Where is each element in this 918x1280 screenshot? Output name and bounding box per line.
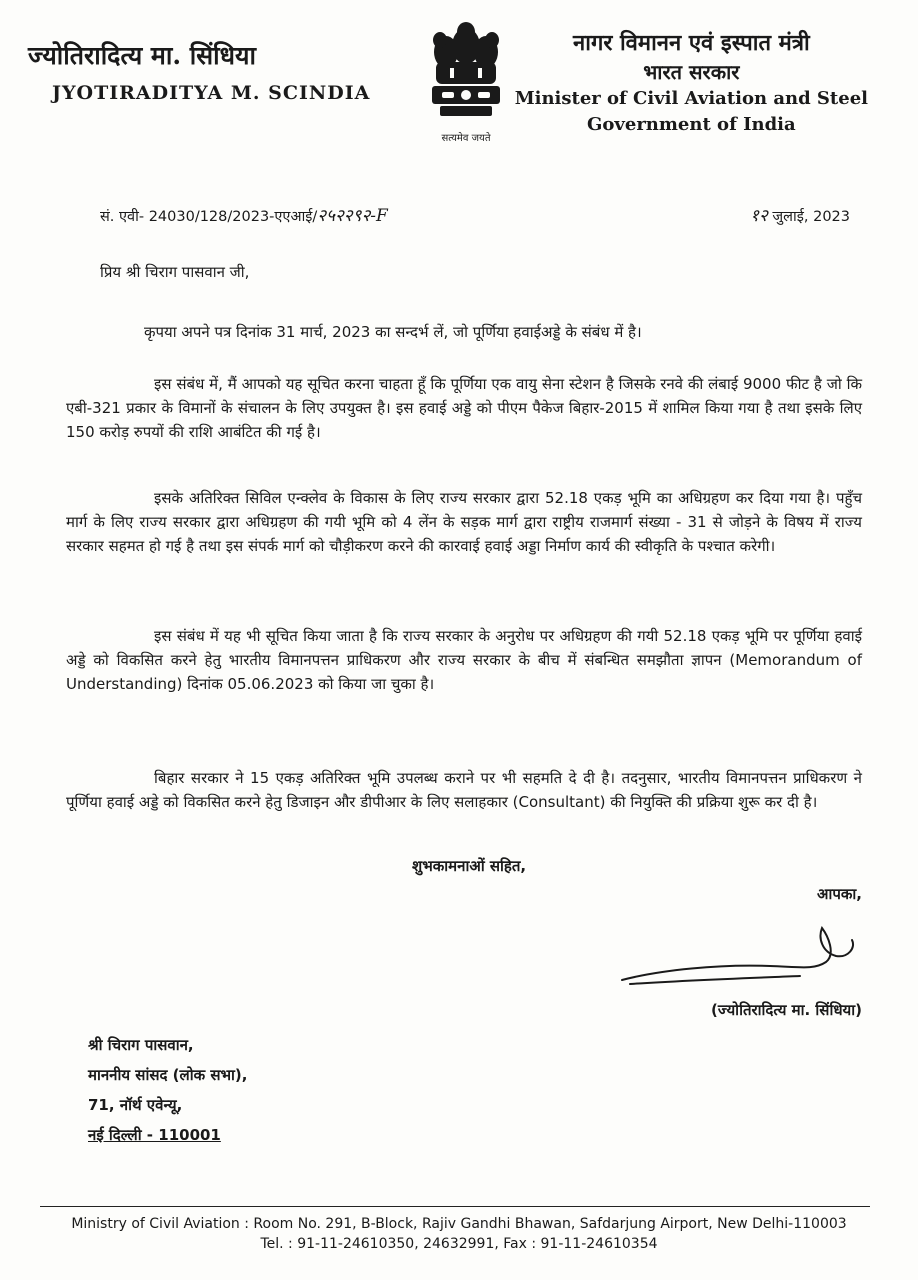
office-block	[515, 28, 868, 138]
government-english: Government of India	[587, 114, 796, 135]
sender-name-english: JYOTIRADITYA M. SCINDIA	[52, 82, 371, 104]
office-title-hindi: नागर विमानन एवं इस्पात मंत्री	[573, 30, 810, 56]
addressee-street: 71, नॉर्थ एवेन्यू,	[88, 1096, 183, 1114]
lion-capital-icon	[426, 18, 506, 128]
paragraph-3: इसके अतिरिक्त सिविल एन्क्लेव के विकास के लिए राज्य सरकार द्वारा 52.18 एकड़ भूमि का अधिग्रहण कर दिया गया है। पहुँच मार्ग के लिए राज्य सरकार द्वारा अधिग्रहण की गयी भूमि को 4 लेंन के सड़क मार्ग द्वारा राष्ट्रीय राजमार्ग संख्या - 31 से जोड़ने के विषय में राज्य सरकार सहमत हो गई है तथा इस संपर्क मार्ग को चौड़ीकरण करने की कारवाई हवाई अड्डा निर्माण कार्य की स्वीकृति के पश्चात करेगी।	[66, 489, 862, 555]
addressee-designation: माननीय सांसद (लोक सभा),	[88, 1066, 248, 1084]
date-day-handwritten: १२	[750, 206, 768, 226]
paragraph-2: इस संबंध में, मैं आपको यह सूचित करना चाहता हूँ कि पूर्णिया एक वायु सेना स्टेशन है जिसके रनवे की लंबाई 9000 फीट है जो कि एबी-321 प्रकार के विमानों के संचालन के लिए उपयुक्त है। इस हवाई अड्डे को पीएम पैकेज बिहार-2015 में शामिल किया गया है तथा इसके लिए 150 करोड़ रुपयों की राशि आबंटित की गई है।	[66, 375, 862, 441]
date-printed: जुलाई, 2023	[767, 209, 850, 225]
office-title-english: Minister of Civil Aviation and Steel	[514, 88, 868, 109]
signatory-name: (ज्योतिरादित्य मा. सिंधिया)	[711, 1001, 862, 1019]
yours-line: आपका,	[817, 885, 862, 903]
footer-contact: Tel. : 91-11-24610350, 24632991, Fax : 91-11-24610354	[260, 1236, 658, 1252]
footer-address: Ministry of Civil Aviation : Room No. 291, B-Block, Rajiv Gandhi Bhawan, Safdarjung Airport, New Delhi-110003	[71, 1216, 847, 1232]
closing-line: शुभकामनाओं सहित,	[412, 857, 527, 875]
addressee-block	[88, 1030, 247, 1150]
paragraph-5: बिहार सरकार ने 15 एकड़ अतिरिक्त भूमि उपलब्ध कराने पर भी सहमति दे दी है। तदनुसार, भारतीय विमानपत्तन प्राधिकरण ने पूर्णिया हवाई अड्डे को विकसित करने हेतु डिजाइन और डीपीआर के लिए सलाहकार (Consultant) की नियुक्ति की प्रक्रिया शुरू कर दी है।	[66, 769, 862, 811]
handwritten-signature	[600, 918, 870, 998]
reference-handwritten: २५२२९२-F	[317, 206, 388, 226]
paragraph-4: इस संबंध में यह भी सूचित किया जाता है कि राज्य सरकार के अनुरोध पर अधिग्रहण की गयी 52.18 एकड़ भूमि पर पूर्णिया हवाई अड्डे को विकसित करने हेतु भारतीय विमानपत्तन प्राधिकरण और राज्य सरकार के बीच में संबन्धित समझौता ज्ञापन (Memorandum of Understanding) दिनांक 05.06.2023 को किया जा चुका है।	[66, 627, 862, 693]
addressee-name: श्री चिराग पासवान,	[88, 1036, 194, 1054]
national-emblem	[418, 18, 514, 148]
paragraph-1: कृपया अपने पत्र दिनांक 31 मार्च, 2023 का सन्दर्भ लें, जो पूर्णिया हवाईअड्डे के संबंध में है।	[144, 323, 642, 341]
salutation: प्रिय श्री चिराग पासवान जी,	[100, 263, 250, 281]
government-hindi: भारत सरकार	[643, 60, 740, 84]
reference-number	[100, 203, 388, 226]
reference-printed: सं. एवी- 24030/128/2023-एएआई/	[100, 209, 318, 225]
sender-name-hindi: ज्योतिरादित्य मा. सिंधिया	[28, 41, 256, 70]
footer	[0, 1214, 918, 1254]
emblem-motto: सत्यमेव जयते	[441, 133, 491, 144]
addressee-city: नई दिल्ली - 110001	[88, 1126, 221, 1144]
footer-divider	[40, 1206, 870, 1207]
letter-date	[750, 203, 850, 226]
